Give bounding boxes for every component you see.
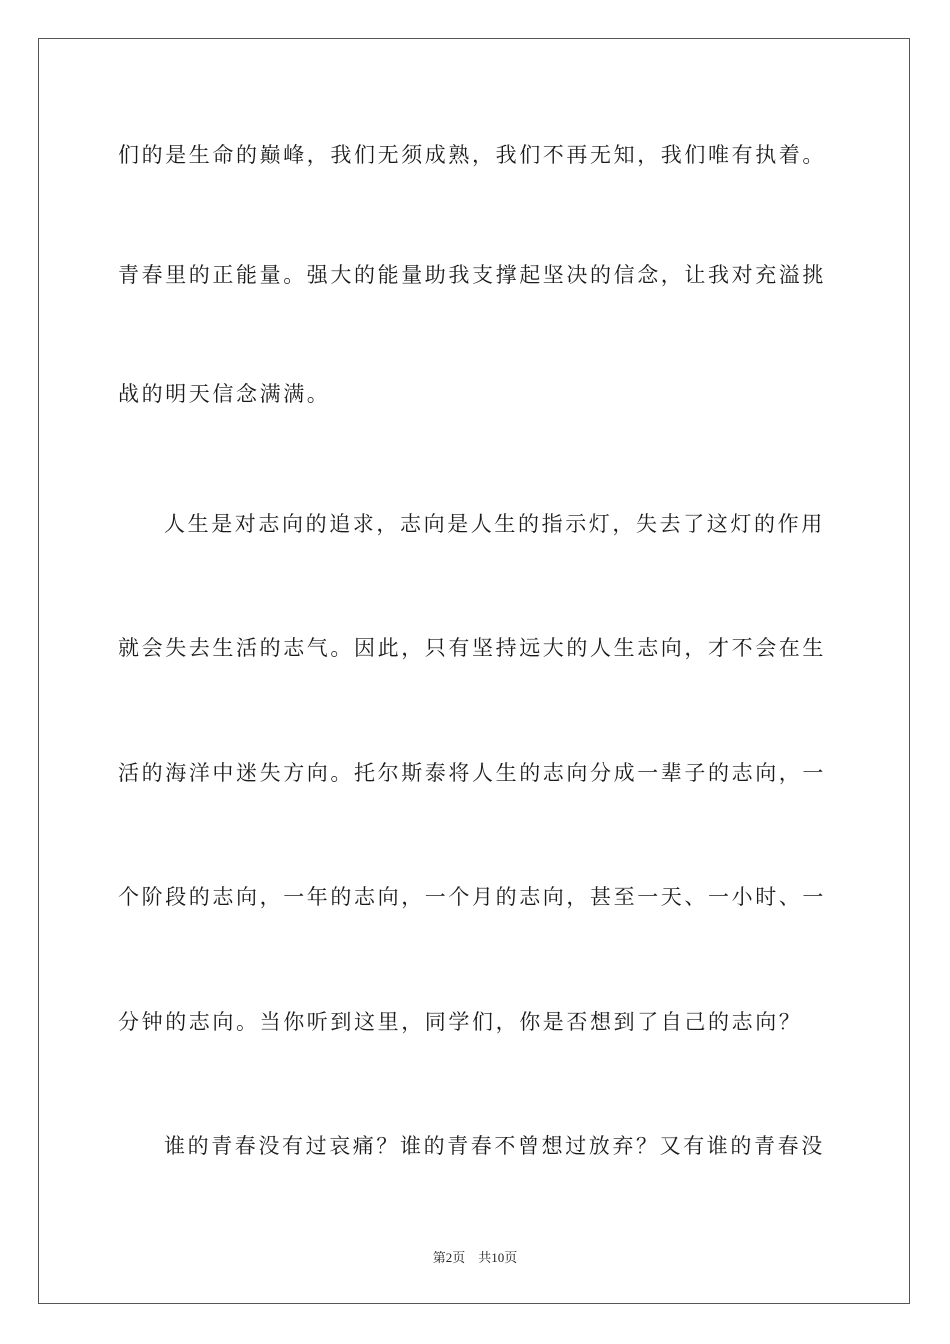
page-number-footer: 第2页 共10页 [432, 1250, 518, 1265]
text-line-7: 个阶段的志向，一年的志向，一个月的志向，甚至一天、一小时、一 [118, 885, 826, 909]
page-border [38, 38, 910, 1304]
text-line-5: 就会失去生活的志气。因此，只有坚持远大的人生志向，才不会在生 [118, 636, 826, 660]
text-line-2: 青春里的正能量。强大的能量助我支撑起坚决的信念，让我对充溢挑 [118, 263, 826, 287]
text-line-8: 分钟的志向。当你听到这里，同学们，你是否想到了自己的志向？ [118, 1010, 803, 1034]
text-line-3: 战的明天信念满满。 [118, 382, 331, 406]
text-line-6: 活的海洋中迷失方向。托尔斯泰将人生的志向分成一辈子的志向，一 [118, 761, 826, 785]
text-line-1: 们的是生命的巅峰，我们无须成熟，我们不再无知，我们唯有执着。 [118, 143, 826, 167]
text-line-4: 人生是对志向的追求，志向是人生的指示灯，失去了这灯的作用 [164, 512, 825, 536]
text-line-9: 谁的青春没有过哀痛？谁的青春不曾想过放弃？又有谁的青春没 [164, 1134, 825, 1158]
